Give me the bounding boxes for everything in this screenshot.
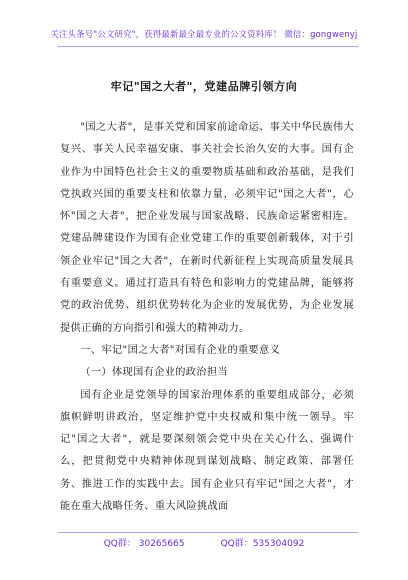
footer-qq-group-1: QQ群： 30265665 — [103, 539, 185, 549]
document-title: 牢记"国之大者"，党建品牌引领方向 — [110, 80, 298, 93]
section-heading-1: 一、牢记"国之大者"对国有企业的重要意义 — [80, 344, 281, 356]
header-banner: 关注头条号"公文研究"，获得最新最全最专业的公文资料库！ 微信：gongwenyj — [50, 29, 358, 39]
subsection-heading-1: （一）体现国有企业的政治担当 — [80, 367, 228, 379]
footer-qq-group-2: QQ群：535304092 — [220, 539, 305, 549]
document-body — [60, 117, 354, 518]
footer — [0, 536, 408, 549]
body-paragraph-2: 国有企业是党领导的国家治理体系的重要组成部分，必须旗帜鲜明讲政治，坚定维护党中央权威和集中统一领导。牢记"国之大者"，就是要深刻领会党中央在关心什么、强调什么，把贯彻党中央精神体现到谋划战略、制定政策、部署任务、推进工作的实践中去。国有企业只有牢记"国之大者"，才能在重大战略任务、重大风险挑战面 — [60, 389, 354, 513]
body-paragraph: "国之大者"，是事关党和国家前途命运、事关中华民族伟大复兴、事关人民幸福安康、事关社会长治久安的大事。国有企业作为中国特色社会主义的重要物质基础和政治基础，是我们党执政兴国的重要支柱和依靠力量，必须牢记"国之大者"，心怀"国之大者"，把企业发展与国家战略、民族命运紧密相连。党建品牌建设作为国有企业党建工作的重要创新载体，对于引领企业牢记"国之大者"，在新时代新征程上实现高质量发展具有重要意义。通过打造具有特色和影响力的党建品牌，能够将党的政治优势、组织优势转化为企业的发展优势，为企业发展提供正确的方向指引和强大的精神动力。 — [60, 122, 354, 334]
footer-divider — [58, 532, 358, 533]
header-divider — [58, 46, 358, 47]
